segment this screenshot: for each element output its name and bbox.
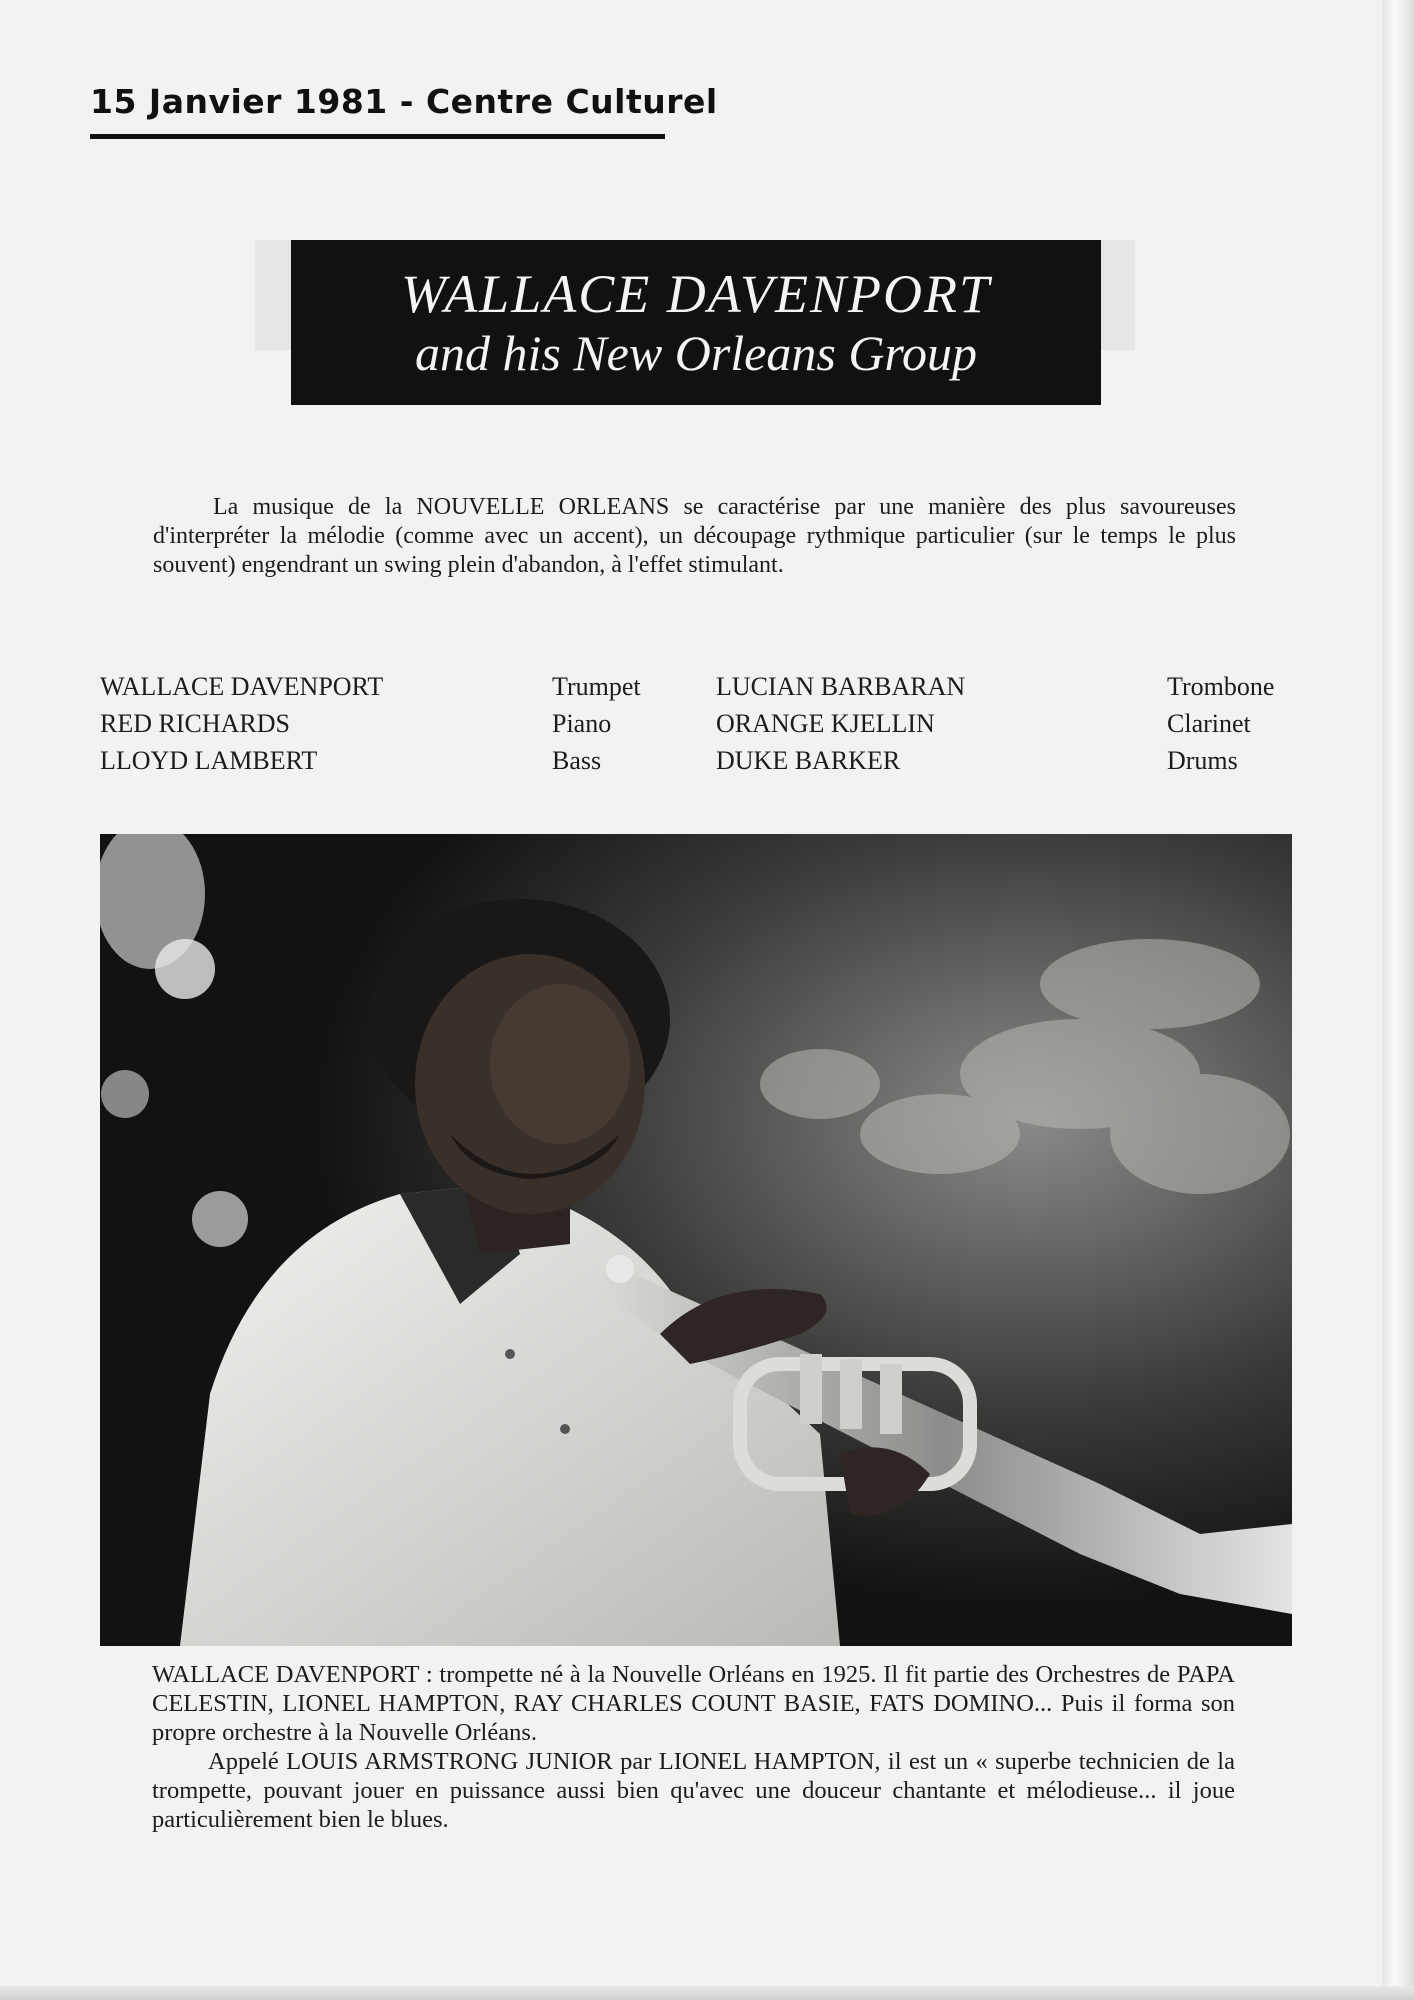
musician-instrument: Clarinet [1167,709,1251,738]
title-artist: WALLACE DAVENPORT [400,263,992,324]
title-box [291,240,1101,405]
page-edge [1382,0,1414,2000]
title-group: and his New Orleans Group [414,324,978,381]
caption-block [152,1660,1235,1834]
intro-paragraph: La musique de la NOUVELLE ORLEANS se caractérise par une manière des plus savoureuses d'interpréter la mélodie (comme avec un accent), un découpage rythmique particulier (sur le temps le plus souvent) engendrant un swing plein d'abandon, à l'effet stimulant. [153,494,1236,578]
musician-name: WALLACE DAVENPORT [100,672,384,701]
trumpeter-photo [100,834,1292,1646]
musician-name: LLOYD LAMBERT [100,746,318,775]
caption-paragraph: Appelé LOUIS ARMSTRONG JUNIOR par LIONEL HAMPTON, il est un « superbe technicien de la trompette, pouvant jouer en puissance aussi bien qu'avec une douceur chantante et mélodieuse... il joue particulièrement bien le blues. [152,1748,1235,1833]
musician-instrument: Piano [552,709,612,738]
musician-name: DUKE BARKER [716,746,901,775]
lineup-row [100,709,1280,746]
musician-instrument: Drums [1167,746,1238,775]
musician-name: LUCIAN BARBARAN [716,672,966,701]
header-underline [90,134,665,139]
musician-instrument: Bass [552,746,602,775]
caption-paragraph: WALLACE DAVENPORT : trompette né à la Nouvelle Orléans en 1925. Il fit partie des Orchestres de PAPA CELESTIN, LIONEL HAMPTON, RAY CHARLES COUNT BASIE, FATS DOMINO... Puis il forma son propre orchestre à la Nouvelle Orléans. [152,1661,1235,1746]
musician-name: RED RICHARDS [100,709,290,738]
lineup-row [100,672,1280,709]
musician-name: ORANGE KJELLIN [716,709,935,738]
lineup-table [100,672,1280,792]
trumpeter-photo-illustration [100,834,1292,1646]
musician-instrument: Trumpet [552,672,641,701]
header-date-venue: 15 Janvier 1981 - Centre Culturel [90,82,718,121]
musician-instrument: Trombone [1167,672,1275,701]
page-bottom-edge [0,1986,1414,2000]
lineup-row [100,746,1280,783]
